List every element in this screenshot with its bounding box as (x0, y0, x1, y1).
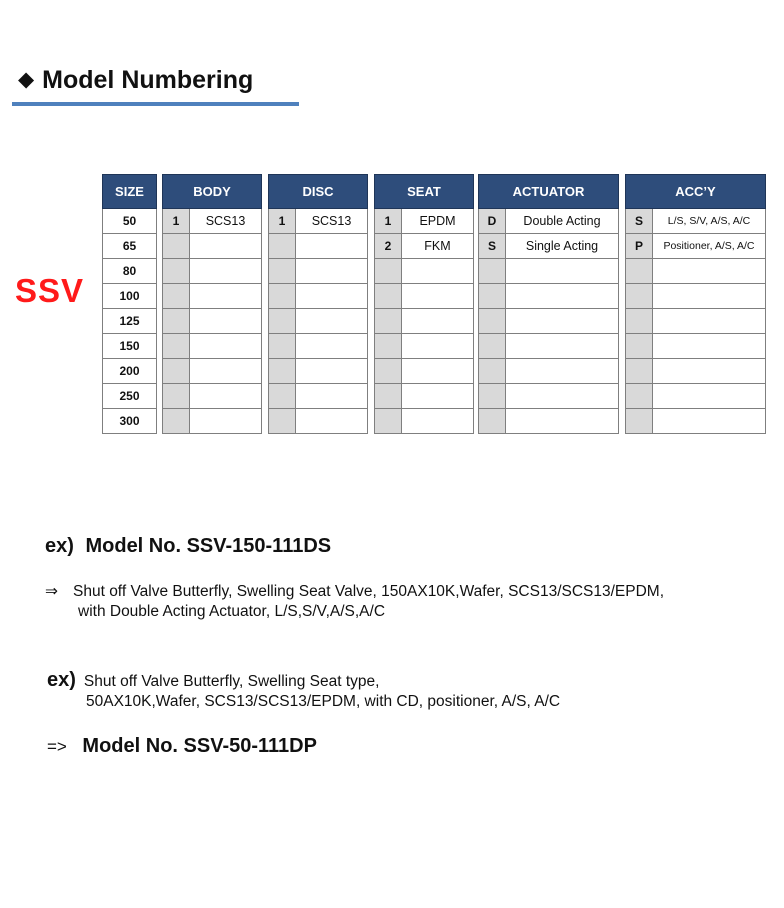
table-row (103, 409, 157, 434)
size-header: SIZE (103, 175, 157, 209)
size-value: 200 (103, 359, 157, 384)
example2-label: ex) (47, 669, 76, 691)
accy-code: S (626, 209, 653, 234)
table-row (626, 384, 766, 409)
accy-label: L/S, S/V, A/S, A/C (653, 209, 766, 234)
table-row (479, 384, 619, 409)
implies-arrow-icon: ⇒ (45, 583, 58, 600)
disc-table (268, 174, 368, 434)
table-row (479, 259, 619, 284)
table-row (163, 334, 262, 359)
size-value: 100 (103, 284, 157, 309)
body-label: SCS13 (190, 209, 262, 234)
table-row (163, 309, 262, 334)
table-row (103, 209, 157, 234)
example1-line2: with Double Acting Actuator, L/S,S/V,A/S,A/C (78, 603, 386, 620)
table-row (103, 384, 157, 409)
example2-description (47, 670, 560, 712)
size-table (102, 174, 157, 434)
size-value: 80 (103, 259, 157, 284)
table-row (375, 384, 474, 409)
table-row (375, 409, 474, 434)
table-row (479, 209, 619, 234)
page-title: Model Numbering (42, 66, 254, 94)
accy-label: Positioner, A/S, A/C (653, 234, 766, 259)
table-row (375, 284, 474, 309)
table-row (269, 409, 368, 434)
accy-header: ACC’Y (626, 175, 766, 209)
table-row (375, 334, 474, 359)
table-row (375, 209, 474, 234)
table-row (163, 234, 262, 259)
seat-code: 1 (375, 209, 402, 234)
table-row (626, 409, 766, 434)
table-row (479, 284, 619, 309)
size-value: 150 (103, 334, 157, 359)
table-row (163, 409, 262, 434)
disc-header: DISC (269, 175, 368, 209)
actuator-code: S (479, 234, 506, 259)
table-row (163, 359, 262, 384)
example2-result (47, 735, 317, 758)
body-table (162, 174, 262, 434)
accy-table (625, 174, 766, 434)
size-value: 65 (103, 234, 157, 259)
actuator-header: ACTUATOR (479, 175, 619, 209)
table-row (103, 309, 157, 334)
example1-label: ex) (45, 535, 74, 557)
table-row (103, 284, 157, 309)
table-row (163, 259, 262, 284)
seat-label: EPDM (402, 209, 474, 234)
example1-heading (45, 535, 331, 558)
table-row (163, 384, 262, 409)
table-row (163, 209, 262, 234)
table-row (479, 334, 619, 359)
actuator-label: Double Acting (506, 209, 619, 234)
table-row (269, 234, 368, 259)
example1-line1: Shut off Valve Butterfly, Swelling Seat Valve, 150AX10K,Wafer, SCS13/SCS13/EPDM, (73, 583, 665, 600)
table-row (269, 334, 368, 359)
section-heading (12, 62, 299, 106)
table-row (163, 284, 262, 309)
actuator-code: D (479, 209, 506, 234)
example2-line1: Shut off Valve Butterfly, Swelling Seat type, (83, 673, 380, 690)
table-row (479, 359, 619, 384)
table-row (626, 284, 766, 309)
table-row (103, 359, 157, 384)
size-value: 50 (103, 209, 157, 234)
table-row (375, 259, 474, 284)
example2-line2: 50AX10K,Wafer, SCS13/SCS13/EPDM, with CD, positioner, A/S, A/C (86, 693, 561, 710)
title-underline (12, 102, 299, 106)
body-code: 1 (163, 209, 190, 234)
table-row (375, 234, 474, 259)
example2-model: Model No. SSV-50-111DP (82, 735, 317, 757)
seat-label: FKM (402, 234, 474, 259)
table-row (269, 209, 368, 234)
table-row (375, 309, 474, 334)
table-row (375, 359, 474, 384)
size-value: 125 (103, 309, 157, 334)
table-row (103, 334, 157, 359)
brand-code: SSV (15, 272, 85, 309)
seat-header: SEAT (375, 175, 474, 209)
accy-code: P (626, 234, 653, 259)
table-row (269, 359, 368, 384)
result-arrow-icon: => (47, 737, 67, 756)
table-row (479, 309, 619, 334)
table-row (626, 234, 766, 259)
actuator-label: Single Acting (506, 234, 619, 259)
disc-label: SCS13 (296, 209, 368, 234)
table-row (269, 309, 368, 334)
table-row (626, 209, 766, 234)
size-value: 250 (103, 384, 157, 409)
body-header: BODY (163, 175, 262, 209)
seat-code: 2 (375, 234, 402, 259)
size-value: 300 (103, 409, 157, 434)
table-row (479, 409, 619, 434)
table-row (103, 259, 157, 284)
table-row (103, 234, 157, 259)
table-row (626, 259, 766, 284)
table-row (479, 234, 619, 259)
table-row (269, 259, 368, 284)
table-row (269, 284, 368, 309)
diamond-bullet-icon: ◆ (18, 68, 35, 91)
table-row (626, 309, 766, 334)
seat-table (374, 174, 474, 434)
example1-model: Model No. SSV-150-111DS (85, 535, 332, 557)
example1-description (45, 582, 664, 622)
table-row (626, 359, 766, 384)
actuator-table (478, 174, 619, 434)
table-row (626, 334, 766, 359)
disc-code: 1 (269, 209, 296, 234)
table-row (269, 384, 368, 409)
